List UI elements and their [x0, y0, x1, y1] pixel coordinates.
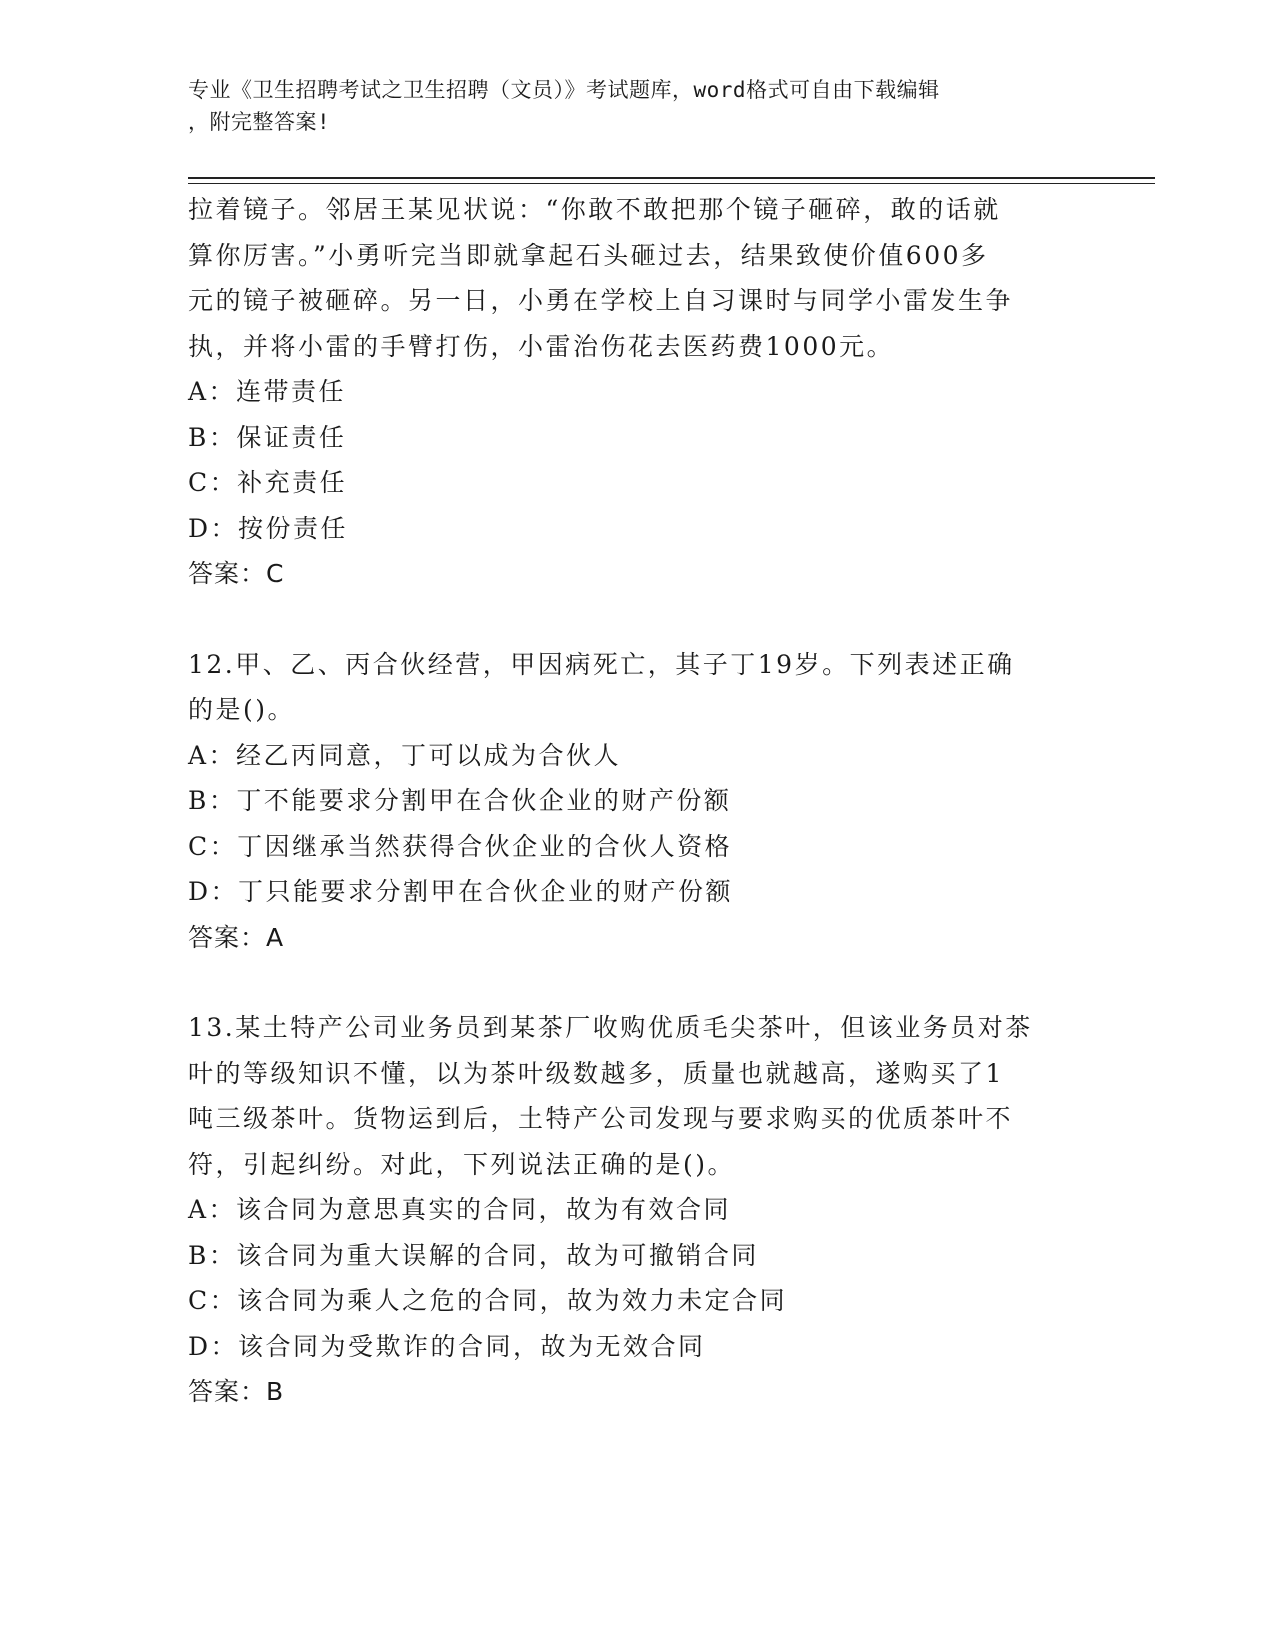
question-text-line: 吨三级茶叶。货物运到后，土特产公司发现与要求购买的优质茶叶不 [188, 1104, 1014, 1133]
header-rule-thick [188, 177, 1155, 179]
question-spacer [188, 960, 1088, 1005]
document-body [188, 187, 1088, 1415]
question-text-line: 符，引起纠纷。对此，下列说法正确的是()。 [188, 1149, 736, 1179]
option-b: B：该合同为重大误解的合同，故为可撤销合同 [188, 1240, 759, 1270]
option-d: D：丁只能要求分割甲在合伙企业的财产份额 [188, 877, 734, 906]
option-a: A：经乙丙同意，丁可以成为合伙人 [188, 740, 622, 770]
option-a: A：连带责任 [188, 377, 347, 406]
answer-line: 答案：B [188, 1377, 285, 1406]
question-text-line: 12.甲、乙、丙合伙经营，甲因病死亡，其子丁19岁。下列表述正确 [188, 649, 1015, 679]
option-b: B：保证责任 [188, 422, 347, 452]
option-c: C：丁因继承当然获得合伙企业的合伙人资格 [188, 831, 733, 861]
header-rule-thin [188, 183, 1155, 184]
option-b: B：丁不能要求分割甲在合伙企业的财产份额 [188, 786, 732, 815]
question-text-line: 算你厉害。”小勇听完当即就拿起石头砸过去，结果致使价值600多 [188, 240, 989, 270]
question-text-line: 拉着镜子。邻居王某见状说：“你敢不敢把那个镜子砸碎，敢的话就 [188, 195, 1001, 224]
question-text-line: 执，并将小雷的手臂打伤，小雷治伤花去医药费1000元。 [188, 331, 895, 361]
question-12 [188, 642, 1088, 961]
header-line-2: ，附完整答案! [188, 110, 331, 134]
question-text-line: 叶的等级知识不懂，以为茶叶级数越多，质量也就越高，遂购买了1 [188, 1058, 1004, 1088]
question-spacer [188, 597, 1088, 642]
option-a: A：该合同为意思真实的合同，故为有效合同 [188, 1195, 732, 1224]
question-text-line: 的是()。 [188, 695, 296, 724]
answer-line: 答案：C [188, 559, 285, 588]
answer-line: 答案：A [188, 922, 285, 952]
question-text-line: 13.某土特产公司业务员到某茶厂收购优质毛尖茶叶，但该业务员对茶 [188, 1013, 1033, 1042]
option-c: C：补充责任 [188, 468, 348, 497]
question-11 [188, 187, 1088, 597]
option-c: C：该合同为乘人之危的合同，故为效力未定合同 [188, 1286, 788, 1315]
option-d: D：该合同为受欺诈的合同，故为无效合同 [188, 1331, 706, 1361]
question-13 [188, 1005, 1088, 1415]
question-text-line: 元的镜子被砸碎。另一日，小勇在学校上自习课时与同学小雷发生争 [188, 286, 1014, 315]
option-d: D：按份责任 [188, 513, 349, 543]
document-header [188, 74, 1088, 138]
header-line-1: 专业《卫生招聘考试之卫生招聘（文员）》考试题库，word格式可自由下载编辑 [188, 78, 940, 102]
